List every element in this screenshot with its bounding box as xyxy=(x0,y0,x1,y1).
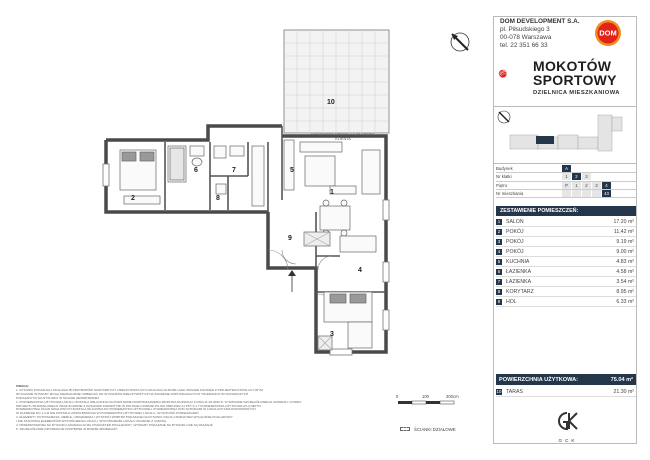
note-line: POKAZANYCH NA RYSUNKU W ŚCIANIE ZEWNĘTRZNEJ. xyxy=(16,395,100,400)
room-label-10: 10 xyxy=(327,99,335,106)
room-num: 7 xyxy=(497,278,501,284)
param-cell: 3 xyxy=(592,182,601,189)
room-label-7: 7 xyxy=(232,167,236,174)
room-name: HOL xyxy=(506,298,517,305)
scale-left: 0 xyxy=(396,394,399,399)
legend xyxy=(400,425,490,433)
dom-logo-icon xyxy=(593,18,623,48)
gck-text: GCK xyxy=(558,438,578,443)
param-cell xyxy=(572,190,581,197)
rooms-title: ZESTAWIENIE POMIESZCZEŃ: xyxy=(496,206,636,216)
param-label: Nr klatki xyxy=(496,174,512,180)
terrace-num: 10 xyxy=(496,388,502,394)
terrace-row xyxy=(496,387,636,397)
notes xyxy=(16,385,306,432)
room-num: 9 xyxy=(497,298,501,304)
room-name: ŁAZIENKA xyxy=(506,268,532,275)
room-num: 2 xyxy=(497,228,501,234)
company-street: pl. Piłsudskiego 3 xyxy=(500,26,550,34)
company-info xyxy=(500,18,580,50)
terrace-area xyxy=(284,30,389,133)
compass-icon xyxy=(451,33,469,51)
mokotow-sportowy-logo-icon xyxy=(498,57,534,93)
param-cell: 2 xyxy=(582,182,591,189)
param-cell: 3 xyxy=(582,173,591,180)
param-row xyxy=(496,190,636,198)
room-num: 8 xyxy=(497,288,501,294)
room-area: 4.83 m² xyxy=(616,258,634,265)
param-cell: 4 xyxy=(602,182,611,189)
gck-logo xyxy=(548,410,588,444)
entrance-arrow-icon xyxy=(288,270,296,292)
room-num: 3 xyxy=(497,238,501,244)
room-row xyxy=(496,287,636,297)
param-label: Piętro xyxy=(496,182,508,188)
company-city: 00-078 Warszawa xyxy=(500,34,552,42)
room-label-2: 2 xyxy=(131,195,135,202)
terrace-area-value: 21.30 m² xyxy=(613,388,634,395)
param-cell xyxy=(592,190,601,197)
param-row xyxy=(496,182,636,190)
room-label-8: 8 xyxy=(216,195,220,202)
note-line: I NIE STANOWIĄ ELEMENTÓW WYKOŃCZENIA LOKALU, WYKOŃCZENIE LOKALU ZGODNIE Z UMOWĄ xyxy=(16,419,167,424)
note-line: POWIERZCHNIA ŚCIAN DZIAŁOWYCH ZOSTAŁA WLICZONA DO POWIERZCHNI UŻYTKOWEJ, POWIERZCHNIA POD SCHODAMI W LOKALACH DWUPOZIOMOWYCH xyxy=(16,407,256,412)
room-name: POKÓJ xyxy=(506,248,524,255)
note-line: 4. PRZEDSTAWIONA NA RYSUNKU ARANŻACJA MA CHARAKTER POGLĄDOWY, WYMIARY POKAZANE NA RYSUNKU NIE SĄ WIĄŻĄCE xyxy=(16,423,213,428)
room-num: 4 xyxy=(497,248,501,254)
room-row xyxy=(496,237,636,247)
apartment-params xyxy=(496,165,636,198)
param-cell: A xyxy=(562,165,571,172)
note-line: 1. RYSUNKI POKAZUJĄ LOKALIZACJĘ PRZYBORÓW SANITARNYCH, RZECZYWISTA ICH LOKALIZACJA MOŻE ULEC ZMIANIE ZGODNIE Z PROJEKTEM INSTALACYJNYM xyxy=(16,387,263,392)
param-cell xyxy=(582,190,591,197)
room-area: 8.95 m² xyxy=(616,288,634,295)
room-name: ŁAZIENKA xyxy=(506,278,532,285)
note-line: 5. SZCZEGÓŁOWE INFORMACJE DOSTĘPNE W BIURZE SPRZEDAŻY xyxy=(16,426,118,431)
room-name: KUCHNIA xyxy=(506,258,530,265)
room-label-9: 9 xyxy=(288,235,292,242)
legend-swatch xyxy=(400,427,410,431)
room-area: 9.00 m² xyxy=(616,248,634,255)
note-line: 2. POWIERZCHNIA UŻYTKOWA LOKALU ZOSTAŁA OBLICZONA NA PODSTAWIE ROZPORZĄDZENIA MINISTRA ROZWOJU Z DNIA 11.09.2020 R. W SPRAWIE SZCZEGÓŁOWEGO ZAKRESU I FORMY xyxy=(16,399,302,404)
room-num: 6 xyxy=(497,268,501,274)
scale-bar xyxy=(378,394,468,406)
keyplan xyxy=(494,106,636,164)
project-logo-text xyxy=(533,59,631,96)
param-label: Nr mieszkania xyxy=(496,191,524,197)
note-line: WYKAZANE WYMIARY MOGĄ NIEZNACZNIE ODBIEGAĆ OD WYMIARÓW RZECZYWISTYCH W ZAKRESIE DOPUSZCZALNYCH TOLERANCJI WYKONAWCZYCH xyxy=(16,391,249,396)
room-area: 6.33 m² xyxy=(616,298,634,305)
room-row xyxy=(496,217,636,227)
param-cell: 43 xyxy=(602,190,611,197)
param-label: Budynek xyxy=(496,166,513,172)
scale-mid: 100 xyxy=(422,394,429,399)
project-subtitle: DZIELNICA MIESZKANIOWA xyxy=(533,90,620,96)
param-cell: P xyxy=(562,182,571,189)
room-row xyxy=(496,227,636,237)
param-cell xyxy=(562,190,571,197)
note-line: PROJEKTU BUDOWLANEGO ORAZ ZGODNIE Z ZASADAMI ZAWARTYMI W POLSKIEJ NORMIE PN-ISO 9836:2022-11 PKT 5.1.7 POWIERZCHNIA UŻYTKOWA (PU) NETTO xyxy=(16,403,261,408)
room-name: POKÓJ xyxy=(506,238,524,245)
dom-badge-text: DOM xyxy=(599,28,617,38)
ceiling-note: WYSOKOŚĆ STROPU W ZAKRESIE KLIENTA xyxy=(311,133,375,142)
room-name: KORYTARZ xyxy=(506,288,534,295)
param-cell: 1 xyxy=(562,173,571,180)
room-num: 1 xyxy=(497,218,501,224)
notes-head: UWAGA: xyxy=(16,384,29,388)
room-label-6: 6 xyxy=(194,167,198,174)
room-area: 11.42 m² xyxy=(613,228,634,235)
room-row xyxy=(496,257,636,267)
note-line: 3. ELEMENTY WYPOSAŻENIA, MEBLE, URZĄDZENIA I WYSTRÓJ WNĘTRZ POKAZANE NA RYSUNKU MAJĄ CHARAKTER WYŁĄCZNIE POGLĄDOWY xyxy=(16,415,233,420)
room-row xyxy=(496,297,636,307)
room-label-3: 3 xyxy=(330,331,334,338)
terrace-name: TARAS xyxy=(506,388,523,395)
room-area: 17.20 m² xyxy=(613,218,634,225)
legend-label: ŚCIANKI DZIAŁOWE xyxy=(414,426,456,432)
total-area-label: POWIERZCHNIA UŻYTKOWA: xyxy=(499,376,579,383)
gck-logo-icon xyxy=(555,410,581,432)
room-area: 3.54 m² xyxy=(616,278,634,285)
param-row xyxy=(496,173,636,181)
room-row xyxy=(496,247,636,257)
compass-icon xyxy=(498,111,510,123)
room-row xyxy=(496,277,636,287)
project-name-line1: MOKOTÓW xyxy=(533,58,612,74)
total-area xyxy=(496,374,636,385)
room-label-5: 5 xyxy=(290,167,294,174)
room-num: 5 xyxy=(497,258,501,264)
note-line: W ZAKRESIE DO 1,4 M NIE ZOSTAŁA UWZGLĘDNIONA W POWIERZCHNI UŻYTKOWEJ LOKALU, WYSOKOŚĆ POMIESZCZEŃ xyxy=(16,411,199,416)
room-area: 9.19 m² xyxy=(616,238,634,245)
room-label-4: 4 xyxy=(358,267,362,274)
company-phone: tel. 22 351 66 33 xyxy=(500,42,548,50)
room-label-1: 1 xyxy=(330,189,334,196)
param-cell: 1 xyxy=(572,182,581,189)
room-name: SALON xyxy=(506,218,524,225)
param-row xyxy=(496,165,636,173)
project-name-line2: SPORTOWY xyxy=(533,72,617,88)
total-area-value: 75.04 m² xyxy=(610,376,633,383)
room-name: POKÓJ xyxy=(506,228,524,235)
room-row xyxy=(496,267,636,277)
company-name: DOM DEVELOPMENT S.A. xyxy=(500,18,580,25)
room-area: 4.58 m² xyxy=(616,268,634,275)
scale-right: 200cm xyxy=(446,394,459,399)
param-cell: 2 xyxy=(572,173,581,180)
rooms-list xyxy=(496,217,636,307)
keyplan-icon xyxy=(494,107,636,165)
